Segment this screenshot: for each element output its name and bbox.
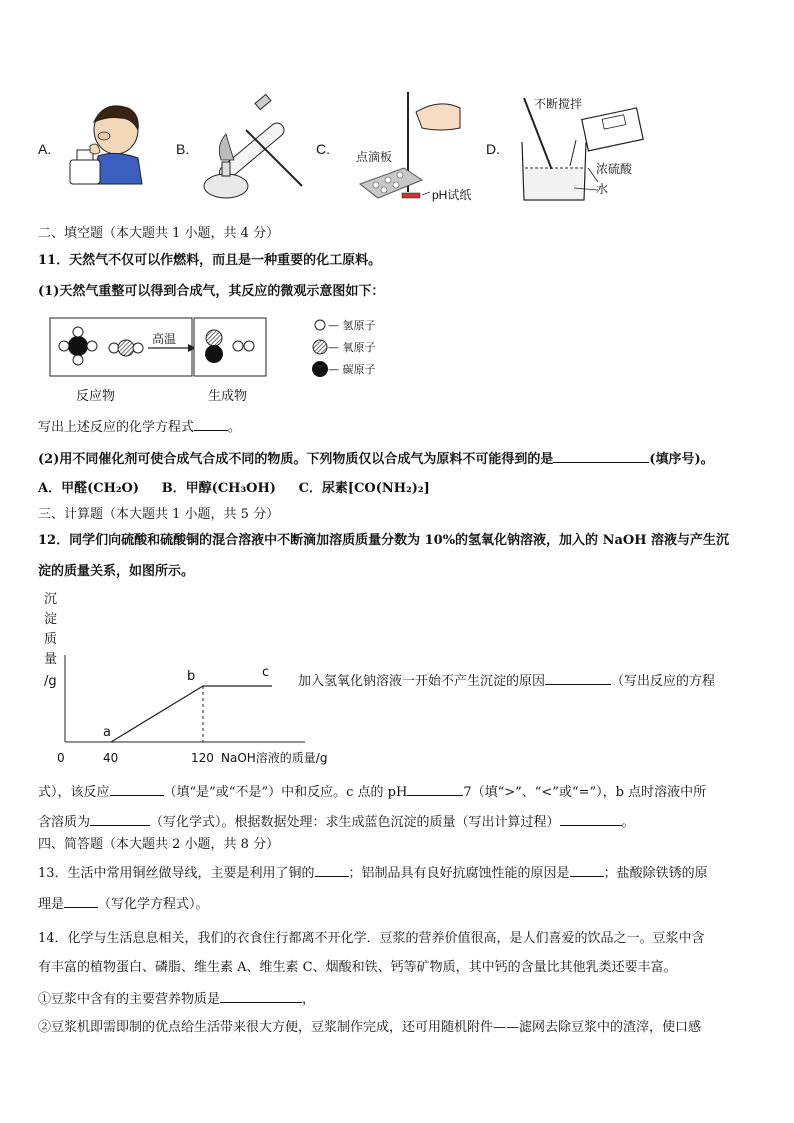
ph-test-illustration [356,88,466,208]
point-label-c: c [262,665,270,680]
acid-label: 浓硫酸 [596,162,633,176]
legend-oxygen: — 氧原子 [328,341,376,354]
q11-part1-end: 。 [228,420,242,435]
ph-paper-label: pH试纸 [432,188,472,202]
dilution-illustration [510,96,660,204]
q13-answer-blank-2[interactable] [570,862,604,877]
section-3-heading: 三、计算题（本大题共 1 小题，共 5 分） [38,507,280,522]
q12-line3-a: 式），该反应 [38,785,110,800]
q12-line4-c: 。 [621,815,635,830]
q12-side-text-end: （写出反应的方程 [611,674,716,689]
q13-answer-blank-1[interactable] [315,862,349,877]
option-a-label: A. [38,141,52,157]
y-axis-label-char: 沉 [44,592,58,607]
q11-part1-ask [38,416,241,437]
legend-hydrogen: — 氢原子 [328,319,376,332]
section-4-heading: 四、简答题（本大题共 2 小题，共 8 分） [38,837,280,852]
q14-line3-b: ， [302,992,316,1007]
product-box [194,318,266,376]
q12-stem-line2: 淀的质量关系，如图所示。 [38,564,195,579]
water-label: 水 [596,182,609,196]
spot-plate-label: 点滴板 [356,150,393,164]
q12-line3 [38,781,706,802]
q11-choice-b: B．甲醇(CH₃OH) [161,481,276,496]
q11-choices [38,480,430,498]
series-line-rise [111,686,203,742]
legend-carbon: — 碳原子 [328,363,376,376]
q11-answer-blank-1[interactable] [194,416,228,431]
q11-part2 [38,448,714,469]
q14-line3-a: ①豆浆中含有的主要营养物质是 [38,992,221,1007]
option-d-label: D. [486,141,500,157]
q11-part2-end: (填序号)。 [649,452,714,467]
q12-answer-blank-3[interactable] [407,781,463,796]
q13-line1 [38,862,708,883]
q11-answer-blank-2[interactable] [553,448,649,463]
q13-line2-b: （写化学方程式）。 [98,897,209,912]
carbon-atom [68,336,88,356]
q13-line2 [38,893,209,914]
precipitate-chart [30,585,328,770]
q13-line2-a: 理是 [38,897,65,912]
option-b-label: B. [176,141,190,157]
y-axis-label-char: 质 [44,632,58,647]
stir-label: 不断搅拌 [534,97,583,111]
q12-answer-blank-4[interactable] [90,811,150,826]
smelling-gas-illustration [64,100,148,186]
q11-part1-ask-text: 写出上述反应的化学方程式 [38,420,195,435]
q14-answer-blank-1[interactable] [220,988,302,1003]
products-label: 生成物 [208,388,248,403]
q13-line1-a: 13．生活中常用铜丝做导线，主要是利用了铜的 [38,866,315,881]
q12-line3-b: （填“是”或“不是”）中和反应。c 点的 pH [163,785,408,800]
q14-line4: ②豆浆机即需即制的优点给生活带来很大方便，豆浆制作完成，还可用随机附件——滤网去除豆浆中的渣滓，使口感 [38,1020,702,1035]
q12-line3-c: 7（填“>”、“<”或“=”），b 点时溶液中所 [463,785,707,800]
reactants-label: 反应物 [76,388,116,403]
point-label-b: b [187,669,196,684]
q11-part2-text: (2)用不同催化剂可使合成气合成不同的物质。下列物质仅以合成气为原料不可能得到的是 [38,452,554,467]
q13-line1-c: ；盐酸除铁锈的原 [603,866,708,881]
q12-side-text-main: 加入氢氧化钠溶液一开始不产生沉淀的原因 [298,674,546,689]
x-tick-label: 120 [191,751,214,765]
q12-line4 [38,811,635,832]
q11-part1: (1)天然气重整可以得到合成气，其反应的微观示意图如下： [38,284,385,299]
q14-line1: 14．化学与生活息息相关，我们的衣食住行都离不开化学．豆浆的营养价值很高，是人们喜爱的饮品之一。豆浆中含 [38,931,705,946]
q14-line3 [38,988,315,1009]
q11-stem: 11．天然气不仅可以作燃料，而且是一种重要的化工原料。 [38,253,382,268]
q12-answer-blank-5[interactable] [560,811,622,826]
point-label-a: a [103,725,111,740]
x-tick-label: 40 [103,751,119,765]
x-axis-label: NaOH溶液的质量/g [221,751,328,765]
option-c-label: C. [316,141,330,157]
q12-stem-line1: 12．同学们向硫酸和硫酸铜的混合溶液中不断滴加溶质质量分数为 10%的氢氧化钠溶液，加入的 NaOH 溶液与产生沉 [38,533,730,548]
q12-line4-a: 含溶质为 [38,815,91,830]
q12-side-text [298,670,715,689]
q12-line4-b: （写化学式）。根据数据处理：求生成蓝色沉淀的质量（写出计算过程） [150,815,560,830]
heating-test-tube-illustration [196,90,316,202]
y-axis-label-char: 量 [44,652,58,667]
q11-choice-a: A．甲醛(CH₂O) [38,481,140,496]
q14-line2: 有丰富的植物蛋白、磷脂、维生素 A、维生素 C、烟酸和铁、钙等矿物质，其中钙的含量比其他乳类还要丰富。 [38,960,677,975]
q11-choice-c: C．尿素[CO(NH₂)₂] [298,481,430,496]
q12-answer-blank-1[interactable] [545,670,611,685]
q12-answer-blank-2[interactable] [110,781,164,796]
origin-label: 0 [57,751,65,765]
y-axis-unit: /g [44,674,57,689]
y-axis-label-char: 淀 [44,612,58,627]
q13-answer-blank-3[interactable] [64,893,98,908]
arrow-label-high-temp: 高温 [152,332,177,346]
q13-line1-b: ；铝制品具有良好抗腐蚀性能的原因是 [348,866,570,881]
section-2-heading: 二、填空题（本大题共 1 小题，共 4 分） [38,226,280,241]
